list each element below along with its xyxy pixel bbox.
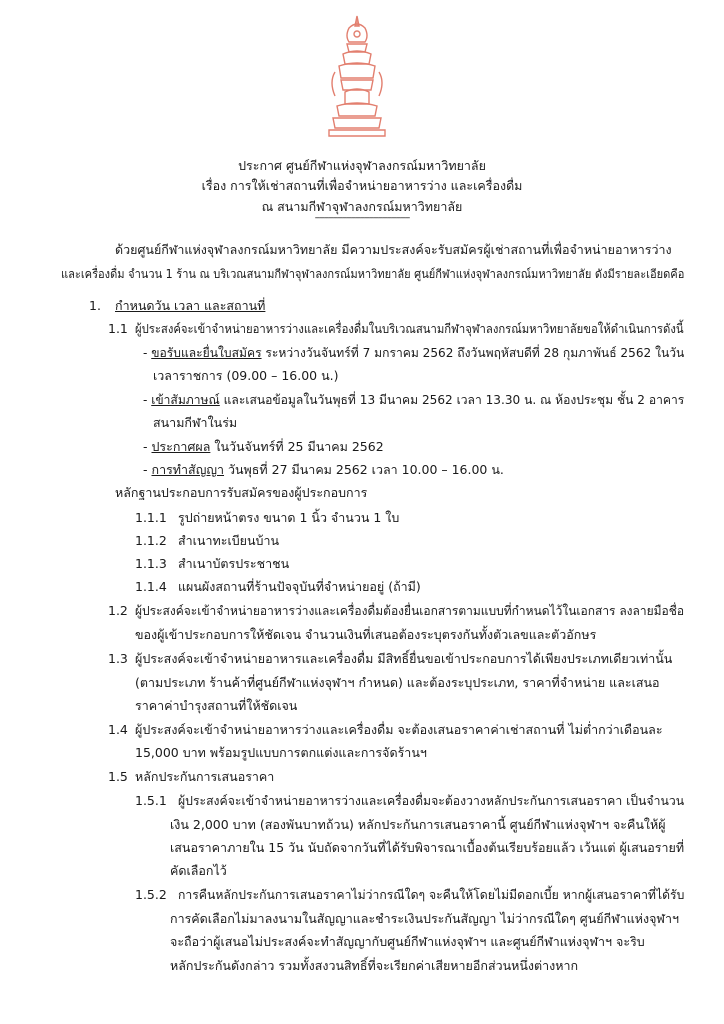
item-1-3-line: (ตามประเภท ร้านค้าที่ศูนย์กีฬาแห่งจุฬาฯ กำหนด) และต้องระบุประเภท, ราคาที่จำหน่าย และเสนอ <box>135 675 660 690</box>
intro-line-2: และเครื่องดื่ม จำนวน 1 ร้าน ณ บริเวณสนามกีฬาจุฬาลงกรณ์มหาวิทยาลัย ศูนย์กีฬาแห่งจุฬาลงกรณ์มหาวิทยาลัย ดังมีรายละเอียดคือ <box>61 267 685 281</box>
bullet-label-interview: เข้าสัมภาษณ์ <box>151 392 220 407</box>
bullet-label-announce: ประกาศผล <box>151 439 211 454</box>
item-1-2-line: ผู้ประสงค์จะเข้าจำหน่ายอาหารว่างและเครื่องดื่มต้องยื่นเอกสารตามแบบที่กำหนดไว้ในเอกสาร ลงลายมือชื่อ <box>135 603 685 618</box>
separator-line: ------------------------------------------ <box>314 213 410 223</box>
announcement-title: ประกาศ ศูนย์กีฬาแห่งจุฬาลงกรณ์มหาวิทยาลัย <box>238 158 486 173</box>
bullet-dash: - <box>143 392 148 407</box>
bullet-1 <box>143 343 684 363</box>
bullet-1-cont: เวลาราชการ (09.00 – 16.00 น.) <box>153 368 339 383</box>
item-1-3-number: 1.3 <box>108 651 128 666</box>
item-1-5-1-line: คัดเลือกไว้ <box>170 863 227 878</box>
bullet-dash: - <box>143 439 148 454</box>
item-1-3-line: ผู้ประสงค์จะเข้าจำหน่ายอาหารและเครื่องดื่ม มีสิทธิ์ยื่นขอเข้าประกอบการได้เพียงประเภทเดียวเท่านั้น <box>135 651 673 666</box>
section-1-title: กำหนดวัน เวลา และสถานที่ <box>115 298 266 313</box>
bullet-dash: - <box>143 462 148 477</box>
item-1-1-text: ผู้ประสงค์จะเข้าจำหน่ายอาหารว่างและเครื่องดื่มในบริเวณสนามกีฬาจุฬาลงกรณ์มหาวิทยาลัยขอให้ดำเนินการดังนี้ <box>135 321 684 336</box>
chulalongkorn-university-emblem-icon <box>325 12 389 140</box>
item-1-1-number: 1.1 <box>108 321 128 336</box>
section-1-number: 1. <box>89 298 101 313</box>
item-1-5-1-line: ผู้ประสงค์จะเข้าจำหน่ายอาหารว่างและเครื่องดื่มจะต้องวางหลักประกันการเสนอราคา เป็นจำนวน <box>178 793 685 808</box>
item-1-2-line: ของผู้เข้าประกอบการให้ชัดเจน จำนวนเงินที่เสนอต้องระบุตรงกันทั้งตัวเลขและตัวอักษร <box>135 627 597 642</box>
bullet-dash: - <box>143 345 148 360</box>
item-1-5-1-number: 1.5.1 <box>135 793 167 808</box>
item-1-5-2-line: หลักประกันดังกล่าว รวมทั้งสงวนสิทธิ์ที่จะเรียกค่าเสียหายอีกส่วนหนึ่งต่างหาก <box>170 958 579 973</box>
bullet-4 <box>143 460 504 480</box>
item-1-5-2-line: การคืนหลักประกันการเสนอราคาไม่ว่ากรณีใดๆ จะคืนให้โดยไม่มีดอกเบี้ย หากผู้เสนอราคาที่ได้รับ <box>178 887 685 902</box>
announcement-location: ณ สนามกีฬาจุฬาลงกรณ์มหาวิทยาลัย <box>261 199 463 214</box>
evidence-title: หลักฐานประกอบการรับสมัครของผู้ประกอบการ <box>115 485 368 500</box>
intro-line-1: ด้วยศูนย์กีฬาแห่งจุฬาลงกรณ์มหาวิทยาลัย มีความประสงค์จะรับสมัครผู้เช่าสถานที่เพื่อจำหน่ายอาหารว่าง <box>115 242 672 257</box>
evidence-item-number: 1.1.2 <box>135 533 167 548</box>
bullet-3 <box>143 437 384 457</box>
item-1-5-number: 1.5 <box>108 769 128 784</box>
announcement-subject: เรื่อง การให้เช่าสถานที่เพื่อจำหน่ายอาหารว่าง และเครื่องดื่ม <box>201 178 523 193</box>
bullet-text: วันพุธที่ 27 มีนาคม 2562 เวลา 10.00 – 16.00 น. <box>224 462 504 477</box>
item-1-3-line: ราคาค่าบำรุงสถานที่ให้ชัดเจน <box>135 698 298 713</box>
item-1-5-title: หลักประกันการเสนอราคา <box>135 769 275 784</box>
bullet-2-cont: สนามกีฬาในร่ม <box>153 415 238 430</box>
bullet-label-apply: ขอรับและยื่นใบสมัคร <box>151 345 262 360</box>
item-1-4-line: ผู้ประสงค์จะเข้าจำหน่ายอาหารว่างและเครื่องดื่ม จะต้องเสนอราคาค่าเช่าสถานที่ ไม่ต่ำกว่าเดือนละ <box>135 722 663 737</box>
evidence-item-text: สำเนาทะเบียนบ้าน <box>178 533 280 548</box>
bullet-text: ระหว่างวันจันทร์ที่ 7 มกราคม 2562 ถึงวันพฤหัสบดีที่ 28 กุมภาพันธ์ 2562 ในวัน <box>261 345 685 360</box>
evidence-item-number: 1.1.1 <box>135 510 167 525</box>
item-1-5-1-line: เสนอราคาภายใน 15 วัน นับถัดจากวันที่ได้รับพิจารณาเบื้องต้นเรียบร้อยแล้ว เว้นแต่ ผู้เสนอรายที่ <box>170 840 685 855</box>
item-1-2-number: 1.2 <box>108 603 128 618</box>
bullet-2 <box>143 390 684 410</box>
bullet-text: ในวันจันทร์ที่ 25 มีนาคม 2562 <box>210 439 384 454</box>
evidence-item-text: แผนผังสถานที่ร้านปัจจุบันที่จำหน่ายอยู่ (ถ้ามี) <box>178 579 421 594</box>
item-1-4-number: 1.4 <box>108 722 128 737</box>
item-1-5-2-number: 1.5.2 <box>135 887 167 902</box>
evidence-item-text: รูปถ่ายหน้าตรง ขนาด 1 นิ้ว จำนวน 1 ใบ <box>178 510 400 525</box>
item-1-5-1-line: เงิน 2,000 บาท (สองพันบาทถ้วน) หลักประกันการเสนอราคานี้ ศูนย์กีฬาแห่งจุฬาฯ จะคืนให้ผู้ <box>170 817 666 832</box>
item-1-5-2-line: จะถือว่าผู้เสนอไม่ประสงค์จะทำสัญญากับศูนย์กีฬาแห่งจุฬาฯ และศูนย์กีฬาแห่งจุฬาฯ จะริบ <box>170 934 645 949</box>
evidence-item-number: 1.1.4 <box>135 579 167 594</box>
evidence-item-number: 1.1.3 <box>135 556 167 571</box>
bullet-text: และเสนอข้อมูลในวันพุธที่ 13 มีนาคม 2562 เวลา 13.30 น. ณ ห้องประชุม ชั้น 2 อาคาร <box>219 392 685 407</box>
item-1-4-line: 15,000 บาท พร้อมรูปแบบการตกแต่งและการจัดร้านฯ <box>135 745 427 760</box>
bullet-label-contract: การทำสัญญา <box>151 462 225 477</box>
evidence-item-text: สำเนาบัตรประชาชน <box>178 556 290 571</box>
item-1-5-2-line: การคัดเลือกไม่มาลงนามในสัญญาและชำระเงินประกันสัญญา ไม่ว่ากรณีใดๆ ศูนย์กีฬาแห่งจุฬาฯ <box>170 911 680 926</box>
